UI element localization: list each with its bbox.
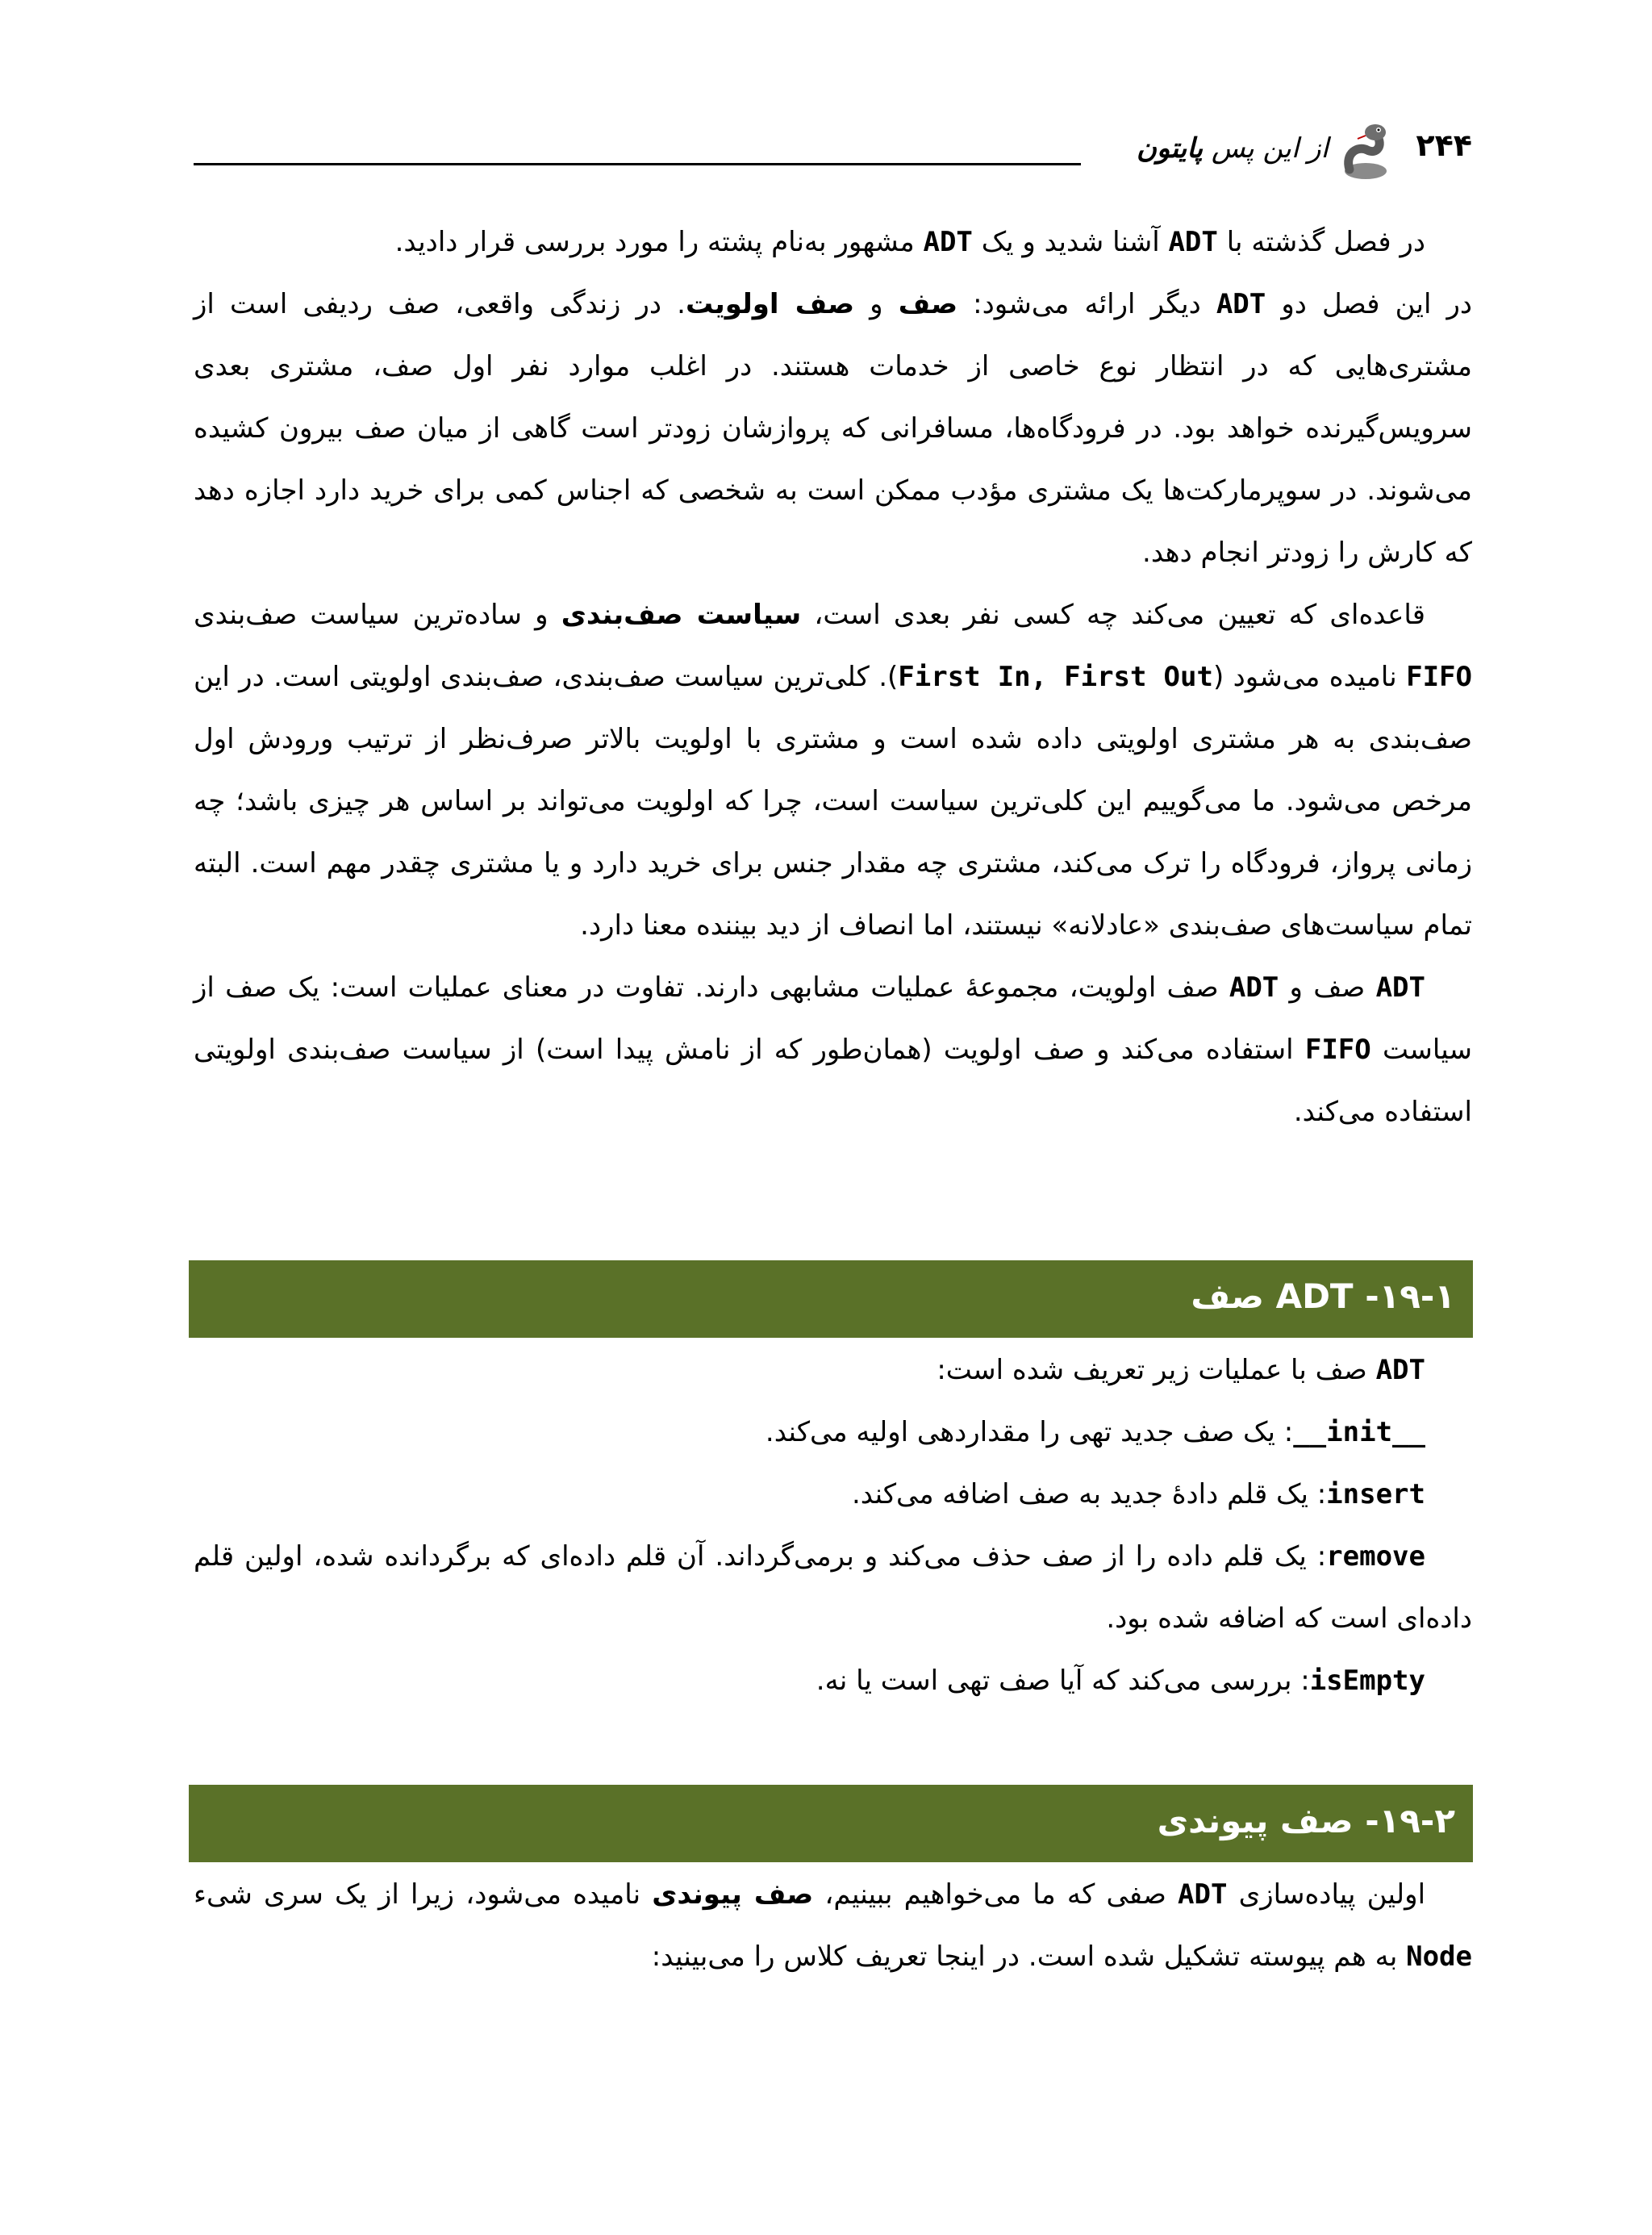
op-remove: remove: یک قلم داده را از صف حذف می‌کند و برمی‌گرداند. آن قلم داده‌ای که برگردانده شده، اولین قلم داده‌ای است که اضافه شده بود. (194, 1540, 1472, 1635)
page-header (194, 121, 1472, 186)
page-number: ۲۴۴ (1416, 127, 1472, 163)
paragraph-3: قاعده‌ای که تعیین می‌کند چه کسی نفر بعدی است، سیاست صف‌بندی و ساده‌ترین سیاست صف‌بندی FIFO نامیده می‌شود (First In, First Out). کلی‌ترین سیاست صف‌بندی، صف‌بندی اولویتی است. در این صف‌بندی به هر مشتری اولویتی داده شده است و مشتری با اولویت بالاتر صرف‌نظر از ترتیب ورودش اول مرخص می‌شود. ما می‌گوییم این کلی‌ترین سیاست است، چرا که اولویت می‌تواند بر اساس هر چیزی باشد؛ چه زمانی پرواز، فرودگاه را ترک می‌کند، مشتری چه مقدار جنس برای خرید دارد و یا مشتری چقدر مهم است. البته تمام سیاست‌های صف‌بندی «عادلانه» نیستند، اما انصاف از دید بیننده معنا دارد. (194, 599, 1472, 942)
paragraph-linked-queue: اولین پیاده‌سازی ADT صفی که ما می‌خواهیم ببینیم، صف پیوندی نامیده می‌شود، زیرا از یک سری شیء Node به هم پیوسته تشکیل شده است. در اینجا تعریف کلاس را می‌بینید: (194, 1878, 1472, 1973)
section-1-intro: ADT صف با عملیات زیر تعریف شده است: (937, 1354, 1425, 1386)
book-title: از این پس پایتون (1137, 132, 1329, 165)
op-isempty: isEmpty: بررسی می‌کند که آیا صف تهی است یا نه. (816, 1665, 1425, 1697)
header-rule (194, 163, 1081, 165)
section-2-body (194, 1864, 1472, 1988)
paragraph-1: در فصل گذشته با ADT آشنا شدید و یک ADT مشهور به‌نام پشته را مورد بررسی قرار دادید. (394, 226, 1425, 258)
python-snake-icon (1341, 121, 1391, 182)
section-1-body (194, 1339, 1472, 1712)
op-init: __init__: یک صف جدید تهی را مقداردهی اولیه می‌کند. (765, 1416, 1425, 1448)
paragraph-4: ADT صف و ADT صف اولویت، مجموعهٔ عملیات مشابهی دارند. تفاوت در معنای عملیات است: یک صف از سیاست FIFO استفاده می‌کند و صف اولویت (همان‌طور که از نامش پیدا است) از سیاست صف‌بندی اولویتی استفاده می‌کند. (194, 971, 1472, 1128)
intro-block (194, 211, 1472, 1143)
op-insert: insert: یک قلم دادهٔ جدید به صف اضافه می‌کند. (851, 1478, 1425, 1510)
section-heading-1: ۱۹-۱- ADT صف (189, 1260, 1473, 1338)
paragraph-2: در این فصل دو ADT دیگر ارائه می‌شود: صف و صف اولویت. در زندگی واقعی، صف ردیفی است از مشتری‌هایی که در انتظار نوع خاصی از خدمات هستند. در اغلب موارد نفر اول صف، مشتری بعدی سرویس‌گیرنده خواهد بود. در فرودگاه‌ها، مسافرانی که پروازشان زودتر است گاهی از میان صف بیرون کشیده می‌شوند. در سوپرمارکت‌ها یک مشتری مؤدب ممکن است به شخصی که اجناس کمی برای خرید دارد اجازه دهد که کارش را زودتر انجام دهد. (194, 288, 1473, 569)
section-heading-2: ۱۹-۲- صف پیوندی (189, 1785, 1473, 1862)
